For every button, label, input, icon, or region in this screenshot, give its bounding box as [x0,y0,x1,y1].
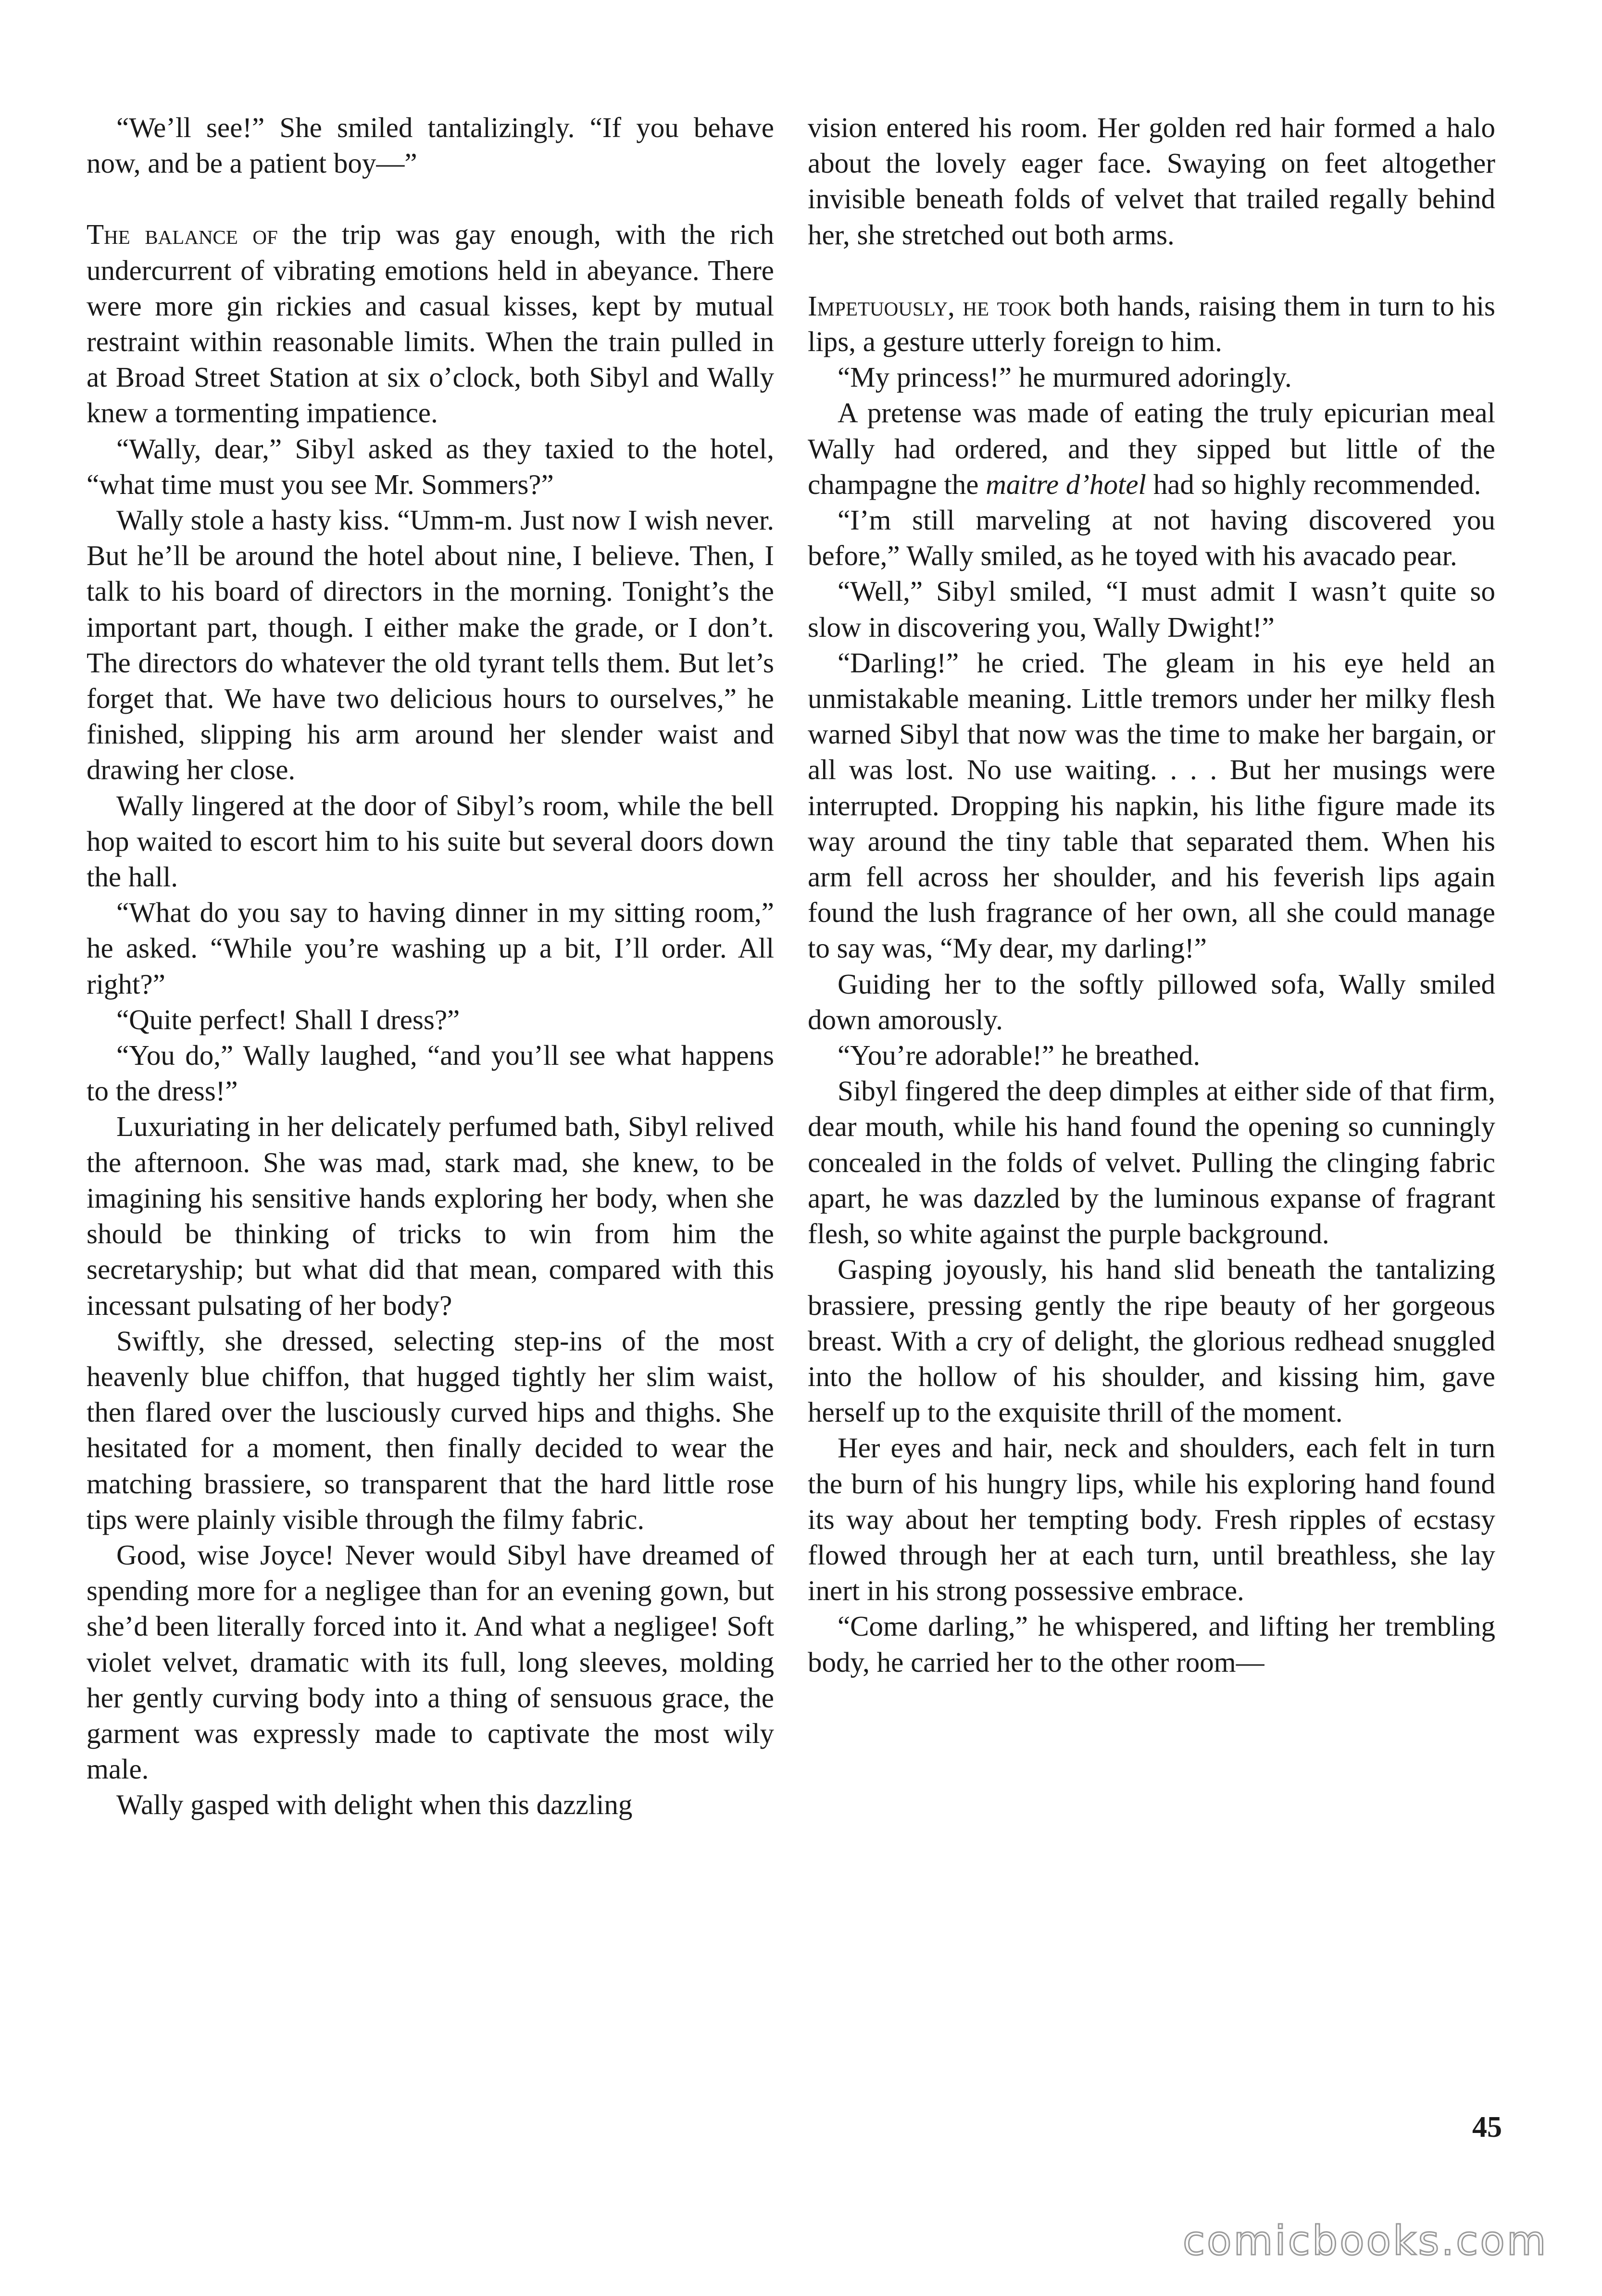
paragraph: Wally gasped with delight when this dazzling [116,1789,633,1821]
paragraph: “Wally, dear,” Sibyl asked as they taxied to the hotel, “what time must you see Mr. Sommers?” [87,432,774,500]
paragraph: “We’ll see!” She smiled tantalizingly. “If you behave now, and be a patient boy—” [87,112,774,179]
paragraph: “Well,” Sibyl smiled, “I must admit I wasn’t quite so slow in discovering you, Wally Dwight!” [808,575,1495,643]
paragraph: Gasping joyously, his hand slid beneath the tantalizing brassiere, pressing gently the ripe beauty of her gorgeous breast. With a cry of delight, the glorious redhead snuggled into the hollow of his shoulder, and kissing him, gave herself up to the exquisite thrill of the moment. [808,1253,1495,1428]
paragraph: Her eyes and hair, neck and shoulders, each felt in turn the burn of his hungry lips, while his exploring hand found its way about her tempting body. Fresh ripples of ecstasy flowed through her at each turn, until breathless, she lay inert in his strong possessive embrace. [808,1432,1495,1607]
paragraph: “What do you say to having dinner in my sitting room,” he asked. “While you’re washing up a bit, I’ll order. All right?” [87,896,774,1000]
watermark: comicbooks.com [1183,2217,1548,2264]
section-paragraph [87,216,774,430]
paragraph: “Come darling,” he whispered, and lifting her trembling body, he carried her to the other room— [808,1610,1495,1678]
paragraph: Luxuriating in her delicately perfumed bath, Sibyl relived the afternoon. She was mad, stark mad, she knew, to be imagining his sensitive hands exploring her body, when she should be thinking of tricks to win from him the secretaryship; but what did that mean, compared with this incessant pulsating of her body? [87,1110,774,1321]
section-lead-in: Impetuously, he took [808,290,1051,322]
paragraph-text: the trip was gay enough, with the rich undercurrent of vibrating emotions held in abeyance. There were more gin rickies and casual kisses, kept by mutual restraint within reasonable limits. When the train pulled in at Broad Street Station at six o’clock, both Sibyl and Wally knew a tormenting impatience. [87,218,775,429]
paragraph: “My princess!” he murmured adoringly. [838,361,1292,393]
paragraph: Good, wise Joyce! Never would Sibyl have dreamed of spending more for a negligee than for an evening gown, but she’d been literally forced into it. And what a negligee! Soft violet velvet, dramatic with its full, long sleeves, molding her gently curving body into a thing of sensuous grace, the garment was expressly made to captivate the most wily male. [87,1539,774,1785]
paragraph: Wally stole a hasty kiss. “Umm-m. Just now I wish never. But he’ll be around the hotel about nine, I believe. Then, I talk to his board of directors in the morning. Tonight’s the important part, though. I either make the grade, or I don’t. The directors do whatever the old tyrant tells them. But let’s forget that. We have two delicious hours to ourselves,” he finished, slipping his arm around her slender waist and drawing her close. [87,504,774,786]
paragraph: “You do,” Wally laughed, “and you’ll see what happens to the dress!” [87,1039,774,1107]
section-lead-in: The balance of [87,218,278,251]
paragraph: “Quite perfect! Shall I dress?” [116,1003,460,1035]
paragraph: “I’m still marveling at not having discovered you before,” Wally smiled, as he toyed with his avacado pear. [808,504,1495,572]
paragraph-text: A pretense was made of eating the truly epicurian meal Wally had ordered, and they sipped but little of the champagne the [808,397,1495,500]
paragraph-text: had so highly recommended. [1146,468,1481,500]
paragraph-text: both hands, raising them in turn to his lips, a gesture utterly foreign to him. [808,290,1495,358]
paragraph: Swiftly, she dressed, selecting step-ins of the most heavenly blue chiffon, that hugged tightly her slim waist, then flared over the lusciously curved hips and thighs. She hesitated for a moment, then finally decided to wear the matching brassiere, so transparent that the hard little rose tips were plainly visible through the filmy fabric. [87,1325,774,1535]
paragraph: “You’re adorable!” he breathed. [838,1039,1201,1072]
paragraph: Wally lingered at the door of Sibyl’s room, while the bell hop waited to escort him to his suite but several doors down the hall. [87,789,774,893]
left-column [87,110,774,1823]
section-paragraph [808,288,1495,359]
italic-term: maitre d’hotel [986,468,1146,500]
paragraph-continued: vision entered his room. Her golden red hair formed a halo about the lovely eager face. Swaying on feet altogether invisible beneath folds of velvet that trailed regally behind her, she stretched out both arms. [808,112,1495,251]
paragraph: Guiding her to the softly pillowed sofa, Wally smiled down amorously. [808,968,1495,1035]
paragraph: “Darling!” he cried. The gleam in his eye held an unmistakable meaning. Little tremors under her milky flesh warned Sibyl that now was the time to make her bargain, or all was lost. No use waiting. . . . But her musings were interrupted. Dropping his napkin, his lithe figure made its way around the tiny table that separated them. When his arm fell across her shoulder, and his feverish lips again found the lush fragrance of her own, all she could manage to say was, “My dear, my darling!” [808,646,1495,964]
right-column [808,110,1495,1680]
paragraph: Sibyl fingered the deep dimples at either side of that firm, dear mouth, while his hand found the opening so cunningly concealed in the folds of velvet. Pulling the clinging fabric apart, he was dazzled by the luminous expanse of fragrant flesh, so white against the purple background. [808,1075,1495,1250]
paragraph [808,395,1495,502]
page-number: 45 [1472,2111,1502,2144]
